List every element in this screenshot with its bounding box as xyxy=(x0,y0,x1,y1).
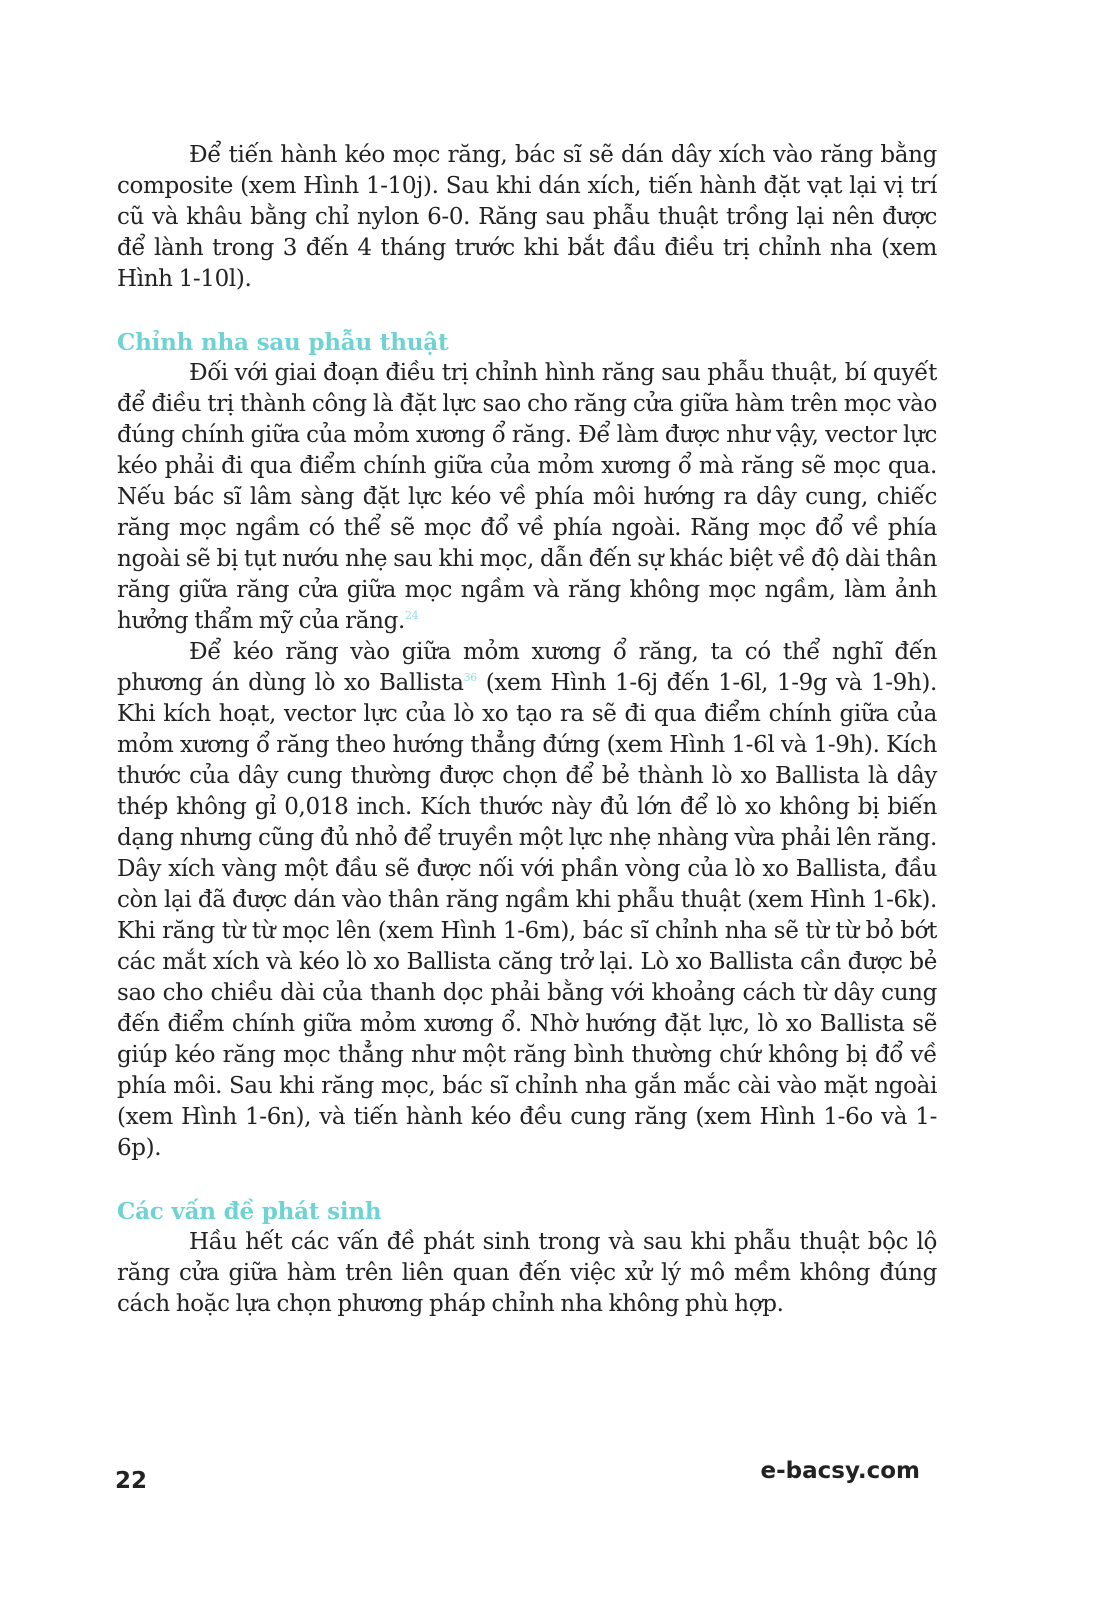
page-number: 22 xyxy=(115,1468,148,1494)
heading-complications: Các vấn đề phát sinh xyxy=(117,1198,382,1225)
page-body xyxy=(117,140,937,1320)
paragraph-ballista-spring xyxy=(117,637,937,1164)
paragraph-force-direction xyxy=(117,358,937,637)
heading-post-surgical-orthodontics: Chỉnh nha sau phẫu thuật xyxy=(117,329,449,356)
paragraph-chain-bonding: Để tiến hành kéo mọc răng, bác sĩ sẽ dán dây xích vào răng bằng composite (xem Hình 1-10j). Sau khi dán xích, tiến hành đặt vạt lại vị trí cũ và khâu bằng chỉ nylon 6-0. Răng sau phẫu thuật trồng lại nên được để lành trong 3 đến 4 tháng trước khi bắt đầu điều trị chỉnh nha (xem Hình 1-10l). xyxy=(117,142,937,292)
paragraph-ballista-text-b: (xem Hình 1-6j đến 1-6l, 1-9g và 1-9h). Khi kích hoạt, vector lực của lò xo tạo ra sẽ đi qua điểm chính giữa của mỏm xương ổ răng theo hướng thẳng đứng (xem Hình 1-6l và 1-9h). Kích thước của dây cung thường được chọn để bẻ thành lò xo Ballista là dây thép không gỉ 0,018 inch. Kích thước này đủ lớn để lò xo không bị biến dạng nhưng cũng đủ nhỏ để truyền một lực nhẹ nhàng vừa phải lên răng. Dây xích vàng một đầu sẽ được nối với phần vòng của lò xo Ballista, đầu còn lại đã được dán vào thân răng ngầm khi phẫu thuật (xem Hình 1-6k). Khi răng từ từ mọc lên (xem Hình 1-6m), bác sĩ chỉnh nha sẽ từ từ bỏ bớt các mắt xích và kéo lò xo Ballista căng trở lại. Lò xo Ballista cần được bẻ sao cho chiều dài của thanh dọc phải bằng với khoảng cách từ dây cung đến điểm chính giữa mỏm xương ổ. Nhờ hướng đặt lực, lò xo Ballista sẽ giúp kéo răng mọc thẳng như một răng bình thường chứ không bị đổ về phía môi. Sau khi răng mọc, bác sĩ chỉnh nha gắn mắc cài vào mặt ngoài (xem Hình 1-6n), và tiến hành kéo đều cung răng (xem Hình 1-6o và 1-6p). xyxy=(117,670,937,1161)
site-name: e-bacsy.com xyxy=(760,1458,920,1484)
paragraph-force-direction-text: Đối với giai đoạn điều trị chỉnh hình răng sau phẫu thuật, bí quyết để điều trị thành công là đặt lực sao cho răng cửa giữa hàm trên mọc vào đúng chính giữa của mỏm xương ổ răng. Để làm được như vậy, vector lực kéo phải đi qua điểm chính giữa của mỏm xương ổ mà răng sẽ mọc qua. Nếu bác sĩ lâm sàng đặt lực kéo về phía môi hướng ra dây cung, chiếc răng mọc ngầm có thể sẽ mọc đổ về phía ngoài. Răng mọc đổ về phía ngoài sẽ bị tụt nướu nhẹ sau khi mọc, dẫn đến sự khác biệt về độ dài thân răng giữa răng cửa giữa mọc ngầm và răng không mọc ngầm, làm ảnh hưởng thẩm mỹ của răng. xyxy=(117,360,937,634)
paragraph-ballista-text-a: Để kéo răng vào giữa mỏm xương ổ răng, ta có thể nghĩ đến phương án dùng lò xo Ballista xyxy=(117,639,937,696)
citation-24: 24 xyxy=(404,609,419,622)
citation-36: 36 xyxy=(463,671,477,684)
paragraph-complications: Hầu hết các vấn đề phát sinh trong và sau khi phẫu thuật bộc lộ răng cửa giữa hàm trên liên quan đến việc xử lý mô mềm không đúng cách hoặc lựa chọn phương pháp chỉnh nha không phù hợp. xyxy=(117,1229,937,1317)
